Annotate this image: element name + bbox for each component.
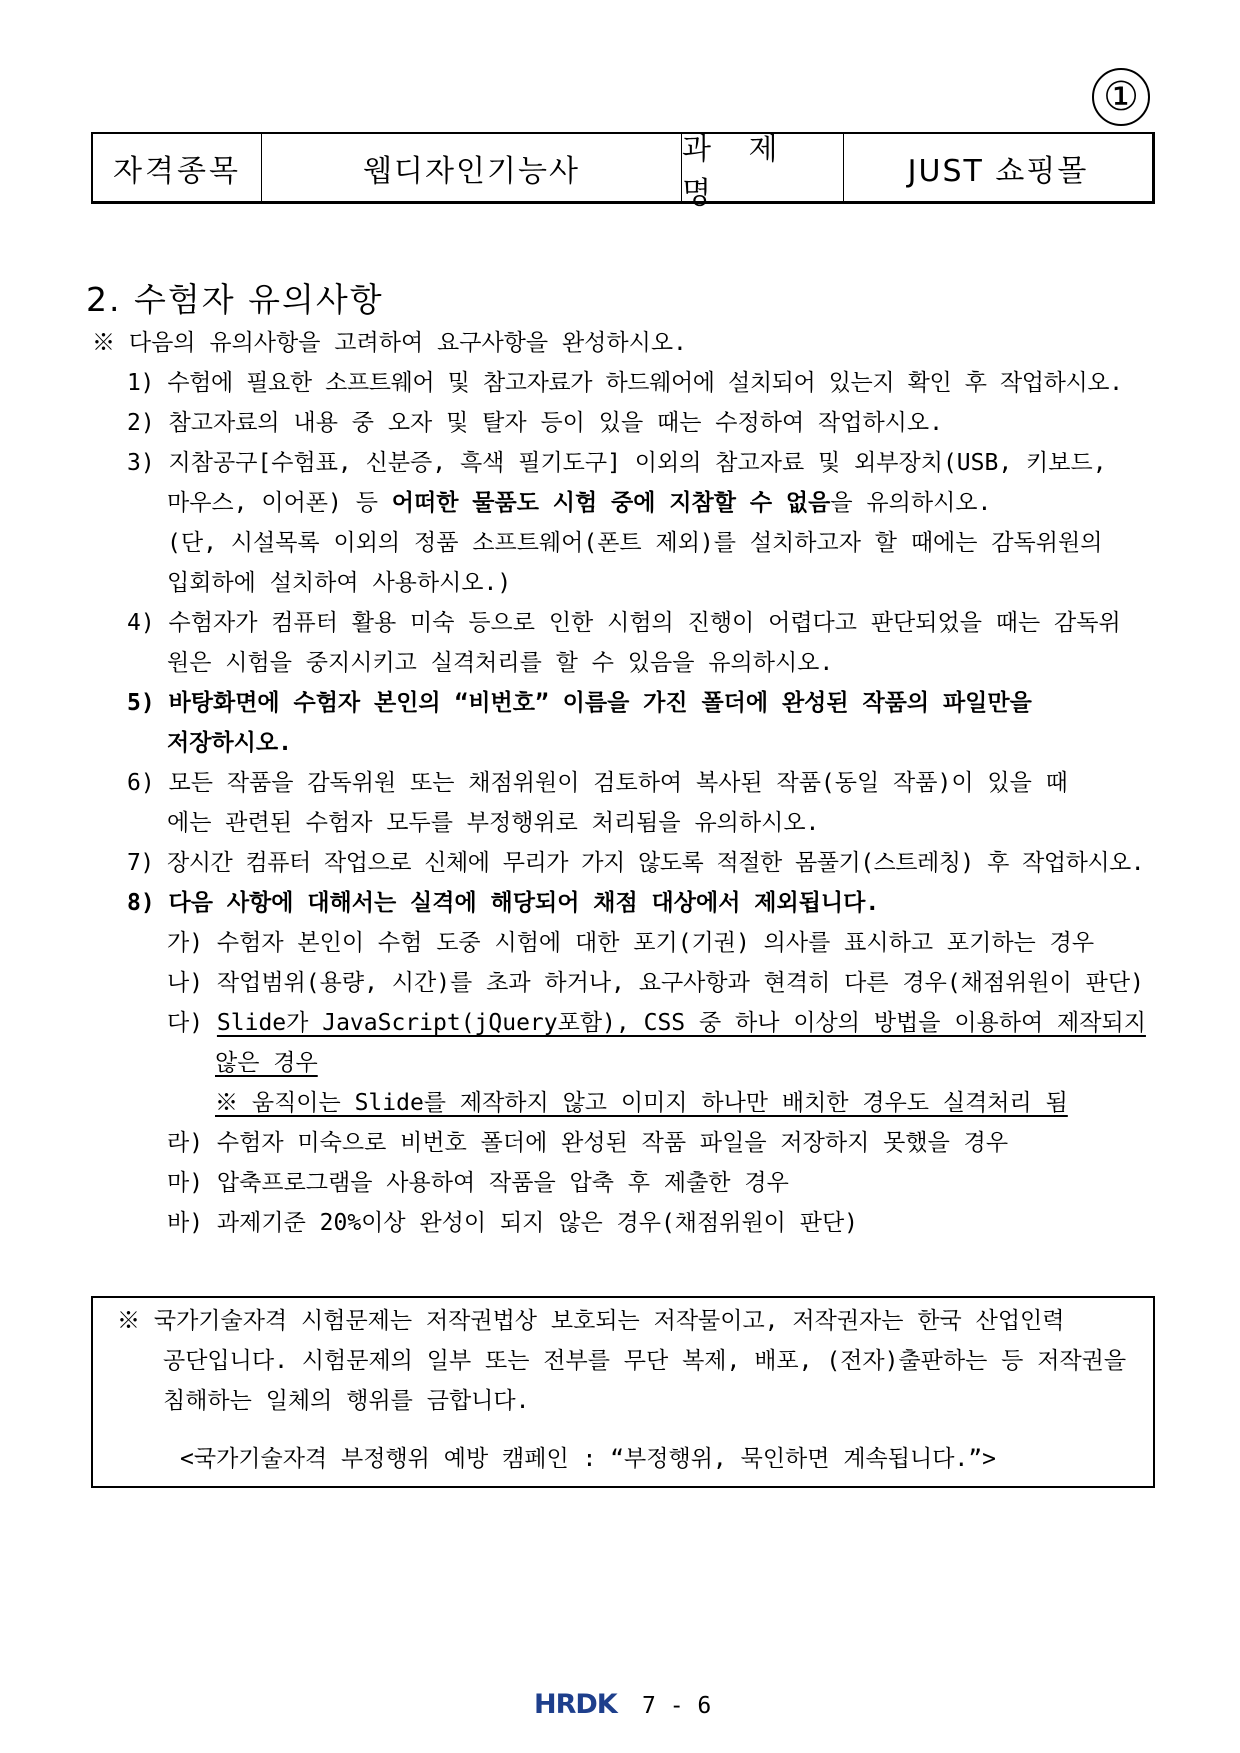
header-label-subject: 자격종목 [93,134,262,201]
section-title: 2. 수험자 유의사항 [86,280,384,319]
item-3-line-1: 3) 지참공구[수험표, 신분증, 흑색 필기도구] 이외의 참고자료 및 외부장치(USB, 키보드, [127,450,1107,476]
item-5-line-1: 5) 바탕화면에 수험자 본인의 “비번호” 이름을 가진 폴더에 완성된 작품의 파일만을 [127,690,1032,716]
sub-item-ba: 바) 과제기준 20%이상 완성이 되지 않은 경우(채점위원이 판단) [167,1210,859,1236]
notice-campaign: <국가기술자격 부정행위 예방 캠페인 : “부정행위, 묵인하면 계속됩니다.”> [180,1446,996,1472]
notice-line-1: ※ 국가기술자격 시험문제는 저작권법상 보호되는 저작물이고, 저작권자는 한국 산업인력 [117,1308,1065,1334]
notice-line-2: 공단입니다. 시험문제의 일부 또는 전부를 무단 복제, 배포, (전자)출판하는 등 저작권을 [163,1348,1127,1374]
header-value-task: JUST 쇼핑몰 [907,153,1089,189]
hrdk-logo [532,1688,632,1718]
item-1: 1) 수험에 필요한 소프트웨어 및 참고자료가 하드웨어에 설치되어 있는지 확인 후 작업하시오. [127,370,1123,396]
item-6-line-2: 에는 관련된 수험자 모두를 부정행위로 처리됨을 유의하시오. [167,810,820,836]
item-5-line-2: 저장하시오. [167,730,292,756]
sub-item-da-line-2: 않은 경우 [215,1050,318,1076]
item-3-line-3: (단, 시설목록 이외의 정품 소프트웨어(폰트 제외)를 설치하고자 할 때에는 감독위원의 [167,530,1103,556]
notice-line-3: 침해하는 일체의 행위를 금합니다. [163,1388,530,1414]
item-7: 7) 장시간 컴퓨터 작업으로 신체에 무리가 가지 않도록 적절한 몸풀기(스트레칭) 후 작업하시오. [127,850,1145,876]
item-3-line-4: 입회하에 설치하여 사용하시오.) [167,570,512,596]
item-3-line-2 [167,492,991,515]
item-6-line-1: 6) 모든 작품을 감독위원 또는 채점위원이 검토하여 복사된 작품(동일 작품)이 있을 때 [127,770,1068,796]
item-3-emphasis: 어떠한 물품도 시험 중에 지참할 수 없음 [391,490,831,516]
sub-item-na: 나) 작업범위(용량, 시간)를 초과 하거나, 요구사항과 현격히 다른 경우(채점위원이 판단) [167,970,1144,996]
sub-item-ma: 마) 압축프로그램을 사용하여 작품을 압축 후 제출한 경우 [167,1170,789,1196]
intro-text: ※ 다음의 유의사항을 고려하여 요구사항을 완성하시오. [92,330,687,356]
item-3-text-a: 마우스, 이어폰) 등 [167,490,392,516]
sub-item-da-prefix: 다) [167,1010,217,1036]
sub-item-ga: 가) 수험자 본인이 수험 도중 시험에 대한 포기(기권) 의사를 표시하고 포기하는 경우 [167,930,1095,956]
sub-item-ra: 라) 수험자 미숙으로 비번호 폴더에 완성된 작품 파일을 저장하지 못했을 경우 [167,1130,1009,1156]
sub-item-da-line-1 [167,1012,1146,1035]
page-number-badge: ① [1092,68,1150,126]
item-8: 8) 다음 사항에 대해서는 실격에 해당되어 채점 대상에서 제외됩니다. [127,890,880,916]
header-label-task: 과 제 명 [682,134,844,201]
item-3-text-b: 을 유의하시오. [830,490,992,516]
sub-item-da-text: Slide가 JavaScript(jQuery포함), CSS 중 하나 이상의 방법을 이용하여 제작되지 [216,1010,1146,1036]
item-2: 2) 참고자료의 내용 중 오자 및 탈자 등이 있을 때는 수정하여 작업하시오. [127,410,943,436]
footer-page-number: 7 - 6 [642,1693,712,1719]
header-value-subject: 웹디자인기능사 [262,134,682,201]
header-table [91,131,1155,211]
item-4-line-2: 원은 시험을 중지시키고 실격처리를 할 수 있음을 유의하시오. [167,650,834,676]
sub-item-da-note: ※ 움직이는 Slide를 제작하지 않고 이미지 하나만 배치한 경우도 실격처리 됨 [215,1090,1068,1116]
hrdk-logo-text: HRDK [534,1689,617,1718]
item-4-line-1: 4) 수험자가 컴퓨터 활용 미숙 등으로 인한 시험의 진행이 어렵다고 판단되었을 때는 감독위 [127,610,1121,636]
